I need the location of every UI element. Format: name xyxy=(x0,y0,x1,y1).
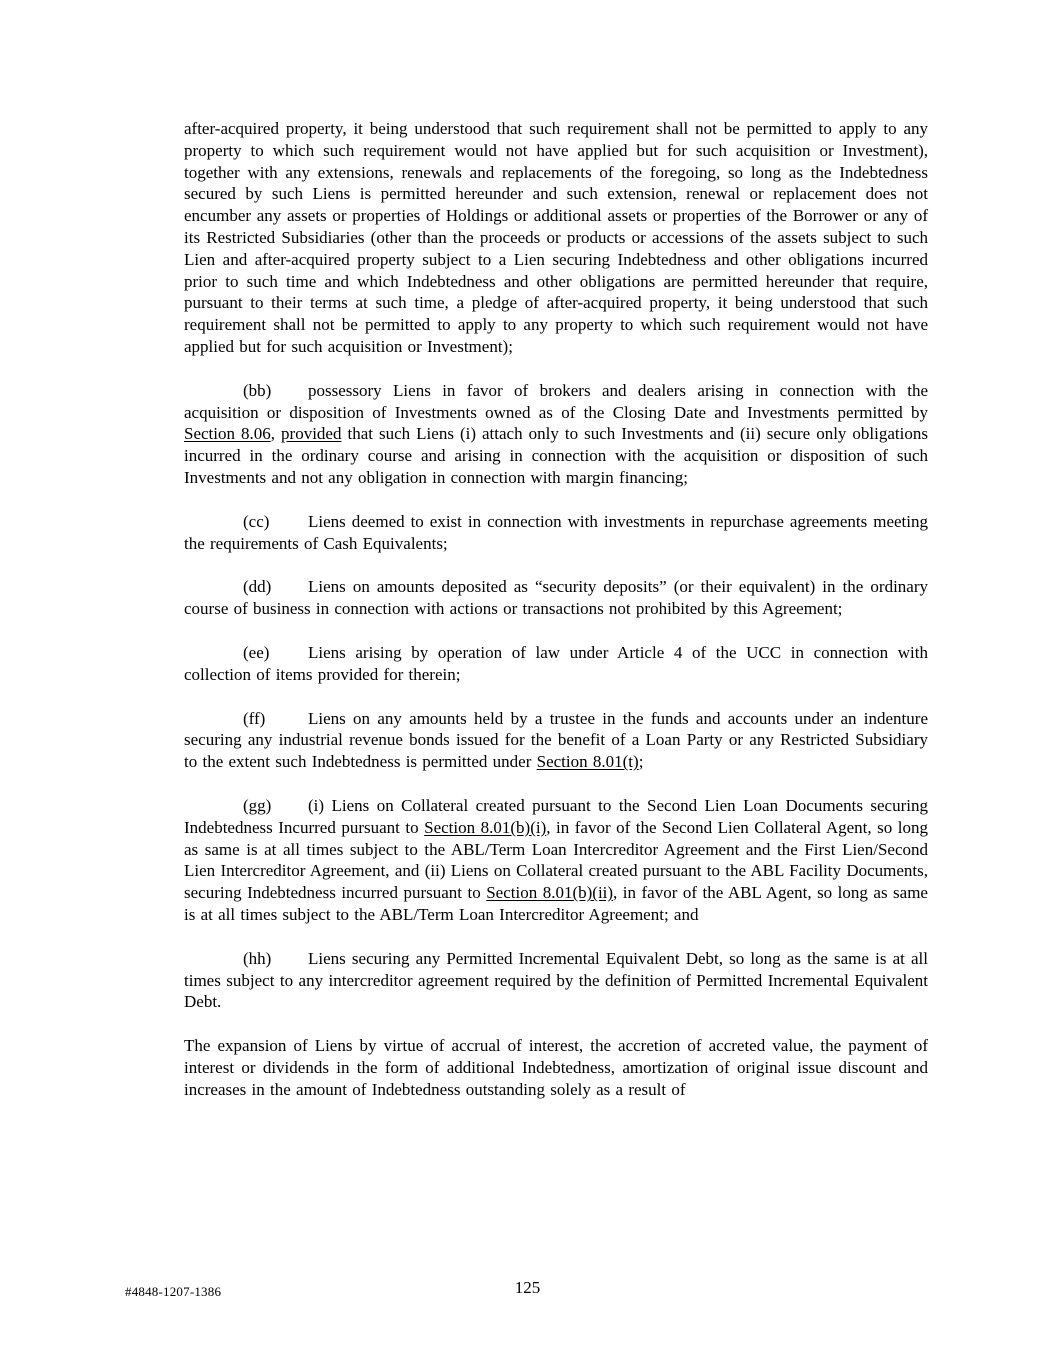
clause-ee xyxy=(184,642,928,686)
paragraph-continuation-aa xyxy=(184,118,928,358)
doc-control-number: #4848-1207-1386 xyxy=(125,1284,222,1299)
text-run: , in favor of the ABL Agent, so long as same is at all times subject to the ABL/Term Loan Intercreditor Agreement; and xyxy=(184,883,928,924)
section-reference: Section 8.01(t) xyxy=(536,752,639,772)
clause-hh xyxy=(184,948,928,1013)
clause-label: (ff) xyxy=(243,708,266,728)
text-run: possessory Liens in favor of brokers and dealers arising in connection with the acquisition or disposition of Investments owned as of the Closing Date and Investments permitted by xyxy=(184,380,928,422)
clause-label: (cc) xyxy=(243,511,270,531)
text-run: Liens on any amounts held by a trustee in the funds and accounts under an indenture securing any industrial revenue bonds issued for the benefit of a Loan Party or any Restricted Subsidiary to the extent such Indebtedness is permitted under xyxy=(184,708,928,772)
clause-label: (ee) xyxy=(243,642,270,662)
clause-label: (dd) xyxy=(243,577,272,597)
text-run: ; xyxy=(638,752,644,772)
clause-ff xyxy=(184,708,928,773)
section-reference: Section 8.01(b)(ii) xyxy=(486,883,614,903)
page-footer xyxy=(0,1278,1055,1318)
text-run: Liens deemed to exist in connection with investments in repurchase agreements meeting the requirements of Cash Equivalents; xyxy=(184,511,928,553)
clause-gg xyxy=(184,795,928,926)
clause-dd xyxy=(184,576,928,620)
text-run: Liens on amounts deposited as “security deposits” (or their equivalent) in the ordinary course of business in connection with actions or transactions not prohibited by this Agreement; xyxy=(184,577,928,619)
section-reference: Section 8.01(b)(i) xyxy=(424,817,547,837)
text-run: Liens arising by operation of law under Article 4 of the UCC in connection with collection of items provided for therein; xyxy=(184,642,928,684)
document-content xyxy=(184,118,928,1122)
text-run: , in favor of the Second Lien Collateral Agent, so long as same is at all times subject to the ABL/Term Loan Intercreditor Agreement and the First Lien/Second Lien Intercreditor Agreement, and (ii) Liens on Collateral created pursuant to the ABL Facility Documents, securing Indebtedness incurred pursuant to xyxy=(184,817,928,903)
clause-bb xyxy=(184,380,928,489)
clause-label: (hh) xyxy=(243,948,272,968)
paragraph-closing xyxy=(184,1035,928,1100)
section-reference: Section 8.06 xyxy=(184,424,271,444)
text-run: , xyxy=(270,424,282,444)
text-run: that such Liens (i) attach only to such Investments and (ii) secure only obligations incurred in the ordinary course and arising in connection with the acquisition or disposition of such Investments and not any obligation in connection with margin financing; xyxy=(184,424,928,487)
text-run: Liens securing any Permitted Incremental Equivalent Debt, so long as the same is at all times subject to any intercreditor agreement required by the definition of Permitted Incremental Equivalent Debt. xyxy=(184,948,928,1012)
page-number: 125 xyxy=(514,1278,541,1297)
section-reference: provided xyxy=(281,424,342,444)
clause-label: (bb) xyxy=(243,380,272,400)
clause-cc xyxy=(184,511,928,555)
text-run: after-acquired property, it being understood that such requirement shall not be permitted to apply to any property to which such requirement would not have applied but for such acquisition or Investment), together with any extensions, renewals and replacements of the foregoing, so long as the Indebtedness secured by such Liens is permitted hereunder and such extension, renewal or replacement does not encumber any assets or properties of Holdings or additional assets or properties of the Borrower or any of its Restricted Subsidiaries (other than the proceeds or products or accessions of the assets subject to such Lien and after-acquired property subject to a Lien securing Indebtedness and other obligations incurred prior to such time and which Indebtedness and other obligations are permitted hereunder that require, pursuant to their terms at such time, a pledge of after-acquired property, it being understood that such requirement shall not be permitted to apply to any property to which such requirement would not have applied but for such acquisition or Investment); xyxy=(184,119,928,356)
clause-label: (gg) xyxy=(243,795,272,815)
text-run: (i) Liens on Collateral created pursuant to the Second Lien Loan Documents securing Indebtedness Incurred pursuant to xyxy=(184,795,928,837)
text-run: The expansion of Liens by virtue of accrual of interest, the accretion of accreted value, the payment of interest or dividends in the form of additional Indebtedness, amortization of original issue discount and increases in the amount of Indebtedness outstanding solely as a result of xyxy=(184,1036,928,1099)
